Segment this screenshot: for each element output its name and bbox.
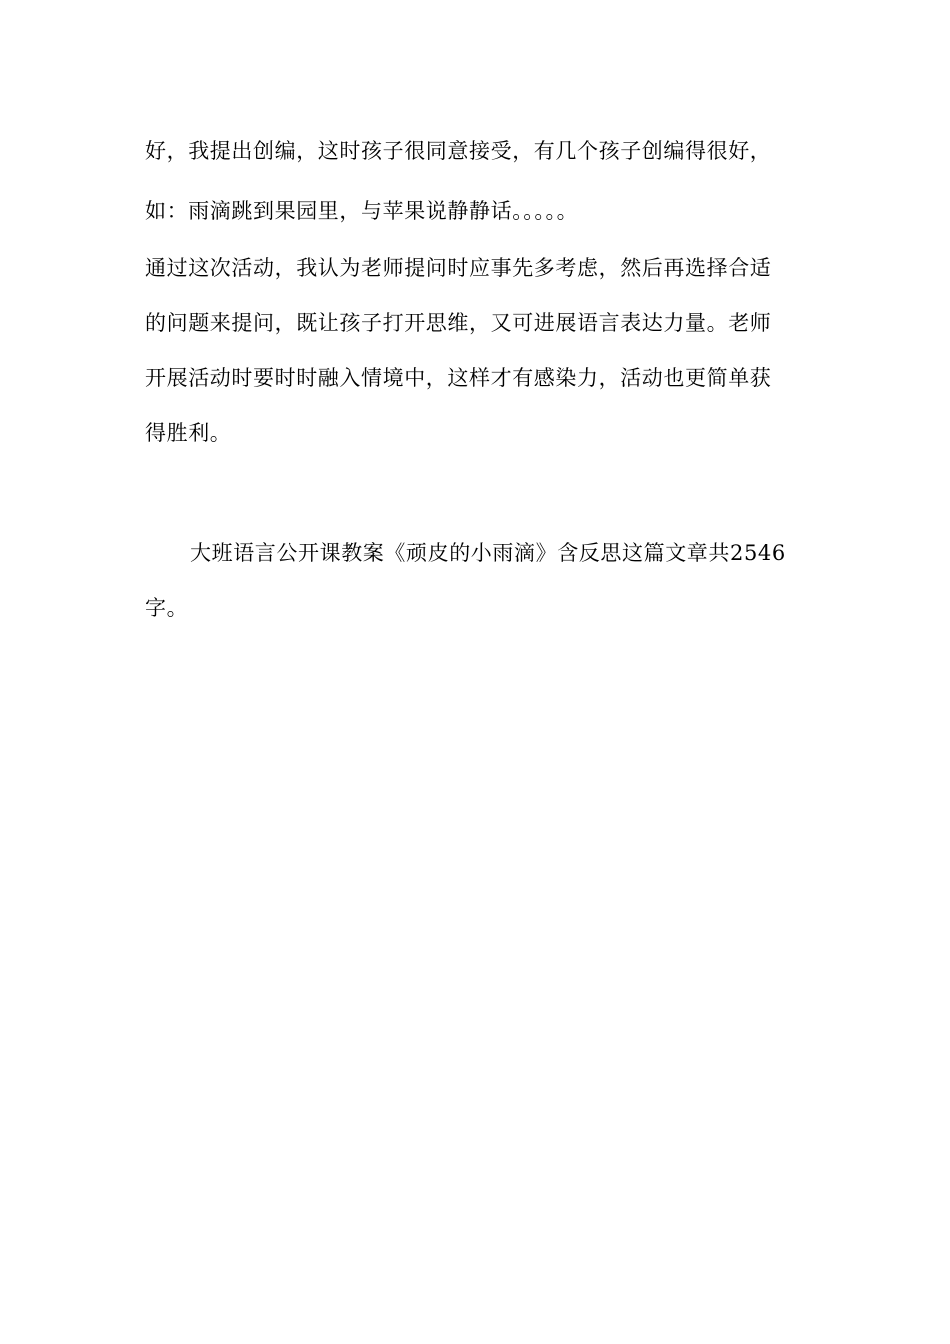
paragraph-1-line-2: 如：雨滴跳到果园里，与苹果说静静话。。。。。: [145, 199, 579, 223]
paragraph-2-line-3: 开展活动时要时时融入情境中，这样才有感染力，活动也更简单获: [145, 366, 772, 390]
summary-line-1: 大班语言公开课教案《顽皮的小雨滴》含反思这篇文章共2546: [190, 541, 786, 565]
paragraph-2-line-2: 的问题来提问，既让孩子打开思维，又可进展语言表达力量。老师: [145, 311, 772, 335]
paragraph-1-line-1: 好，我提出创编，这时孩子很同意接受，有几个孩子创编得很好，: [145, 139, 772, 163]
paragraph-2-line-1: 通过这次活动，我认为老师提问时应事先多考虑，然后再选择合适: [145, 256, 772, 280]
summary-line-2: 字。: [145, 596, 189, 620]
paragraph-2-line-4: 得胜利。: [145, 421, 232, 445]
